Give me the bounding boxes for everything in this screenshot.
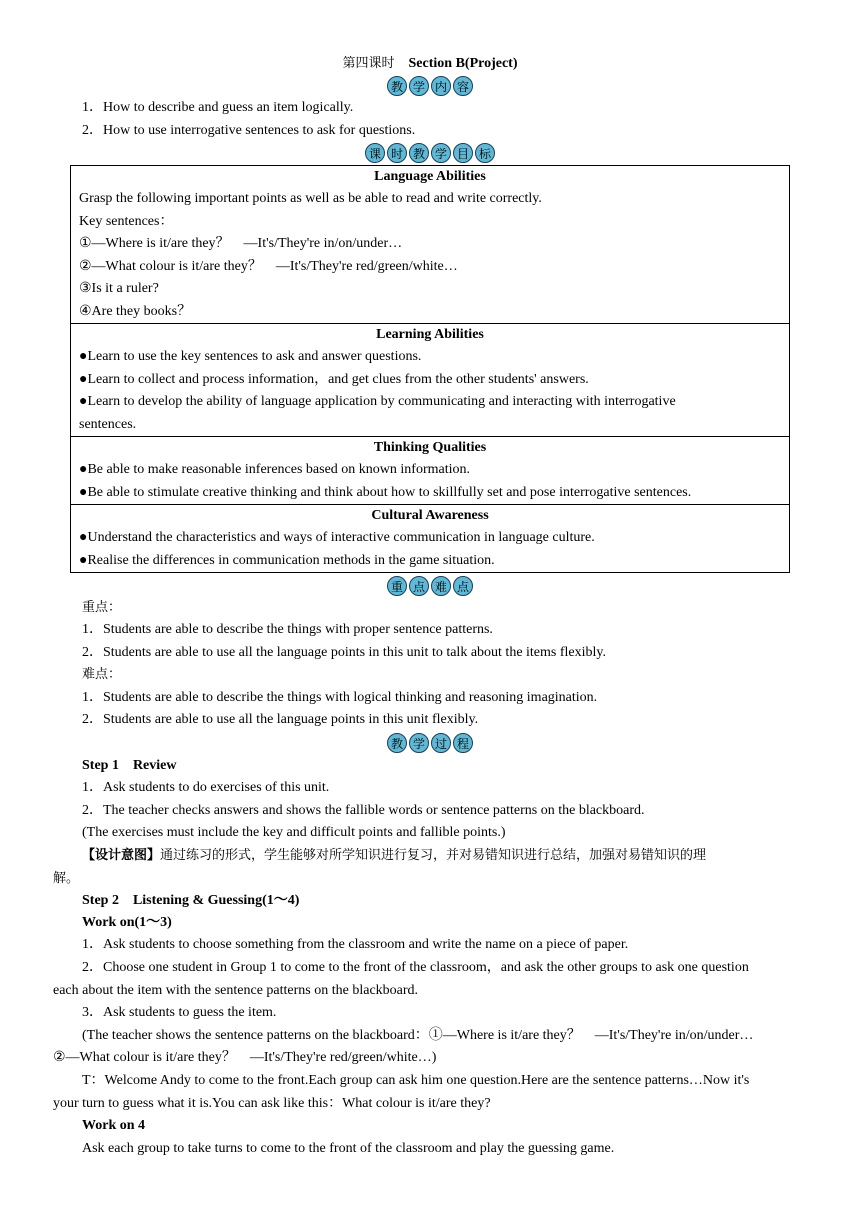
work-line: 3．Ask students to guess the item. [82, 1005, 277, 1020]
work-line: ②—What colour is it/are they？ —It's/They're red/green/white…) [53, 1050, 437, 1065]
table-row: ②—What colour is it/are they？ —It's/They're red/green/white… [79, 258, 458, 274]
page-title [0, 55, 860, 73]
work-line: each about the item with the sentence patterns on the blackboard. [53, 983, 419, 998]
banner-char: 重 [387, 576, 407, 596]
section-heading: Cultural Awareness [371, 508, 489, 523]
banner-teaching-content [0, 76, 860, 96]
title-cn: 第四课时 [342, 56, 395, 71]
difficult-item: 2．Students are able to use all the language points in this unit flexibly. [82, 712, 479, 727]
work-line: 2．Choose one student in Group 1 to come to the front of the classroom，and ask the other groups to ask one question [82, 960, 749, 975]
banner-char: 教 [409, 143, 429, 163]
table-row: ●Learn to develop the ability of language application by communicating and interacting with interrogative [79, 394, 676, 409]
important-label: 重点： [82, 600, 122, 615]
design-intent [82, 847, 706, 865]
section-heading: Thinking Qualities [373, 440, 487, 455]
section-thinking-qualities [71, 436, 789, 504]
table-row: Key sentences： [79, 213, 174, 229]
table-row: ③Is it a ruler? [79, 281, 159, 296]
banner-char: 程 [453, 733, 473, 753]
work-line: 1．Ask students to choose something from the classroom and write the name on a piece of paper. [82, 937, 629, 952]
banner-char: 教 [387, 733, 407, 753]
table-row: ●Be able to make reasonable inferences based on known information. [79, 462, 470, 477]
banner-char: 目 [453, 143, 473, 163]
table-row: sentences. [79, 416, 137, 432]
difficult-item: 1．Students are able to describe the things with logical thinking and reasoning imagination. [82, 690, 598, 705]
work-line: your turn to guess what it is.You can ask like this：What colour is it/are they? [53, 1096, 491, 1111]
work-on-1-3-title: Work on(1～3) [82, 915, 172, 930]
work-line: T：Welcome Andy to come to the front.Each group can ask him one question.Here are the sentence patterns…Now it's [82, 1073, 750, 1088]
step2-title: Step 2 Listening & Guessing(1～4) [82, 893, 300, 908]
banner-objectives [0, 143, 860, 163]
design-intent-text: 通过练习的形式，学生能够对所学知识进行复习，并对易错知识进行总结，加强对易错知识的理 [160, 848, 707, 863]
table-row: ●Realise the differences in communication methods in the game situation. [79, 552, 495, 568]
table-row: ●Be able to stimulate creative thinking and think about how to skillfully set and pose interrogative sentences. [79, 484, 692, 500]
banner-char: 学 [431, 143, 451, 163]
content-item: 1．How to describe and guess an item logically. [82, 100, 354, 115]
section-heading: Language Abilities [374, 169, 486, 184]
step1-title: Step 1 Review [82, 758, 177, 773]
design-intent-label: 【设计意图】 [82, 848, 161, 863]
work-line: Ask each group to take turns to come to the front of the classroom and play the guessing game. [82, 1141, 615, 1156]
banner-char: 过 [431, 733, 451, 753]
section-cultural-awareness [71, 504, 789, 572]
banner-char: 点 [409, 576, 429, 596]
difficult-label: 难点： [82, 667, 122, 682]
table-row: ④Are they books？ [79, 303, 192, 319]
table-row: ●Learn to collect and process information，and get clues from the other students' answers. [79, 371, 589, 387]
banner-char: 点 [453, 576, 473, 596]
section-language-abilities [71, 166, 789, 323]
banner-char: 时 [387, 143, 407, 163]
design-intent-continued: 解。 [53, 871, 80, 886]
table-row: ①—Where is it/are they？ —It's/They're in/on/under… [79, 236, 403, 251]
important-item: 1．Students are able to describe the things with proper sentence patterns. [82, 622, 493, 637]
step1-item: (The exercises must include the key and difficult points and fallible points.) [82, 825, 506, 840]
banner-char: 标 [475, 143, 495, 163]
banner-char: 内 [431, 76, 451, 96]
banner-char: 教 [387, 76, 407, 96]
banner-char: 学 [409, 76, 429, 96]
banner-char: 课 [365, 143, 385, 163]
work-line: (The teacher shows the sentence patterns on the blackboard：①—Where is it/are they？ —It's/They're in/on/under… [82, 1028, 754, 1043]
banner-char: 学 [409, 733, 429, 753]
section-heading: Learning Abilities [376, 327, 484, 342]
step1-item: 2．The teacher checks answers and shows the fallible words or sentence patterns on the blackboard. [82, 803, 645, 818]
banner-key-points [0, 576, 860, 596]
section-learning-abilities [71, 323, 789, 436]
title-en: Section B(Project) [408, 56, 518, 71]
objectives-table [70, 165, 790, 573]
banner-char: 容 [453, 76, 473, 96]
table-row: ●Understand the characteristics and ways of interactive communication in language culture. [79, 530, 595, 545]
table-row: Grasp the following important points as well as be able to read and write correctly. [79, 191, 542, 206]
work-on-4-title: Work on 4 [82, 1118, 146, 1133]
step1-item: 1．Ask students to do exercises of this unit. [82, 780, 330, 795]
content-item: 2．How to use interrogative sentences to ask for questions. [82, 123, 416, 138]
banner-teaching-process [0, 733, 860, 753]
banner-char: 难 [431, 576, 451, 596]
table-row: ●Learn to use the key sentences to ask and answer questions. [79, 349, 422, 364]
important-item: 2．Students are able to use all the language points in this unit to talk about the items flexibly. [82, 645, 606, 660]
